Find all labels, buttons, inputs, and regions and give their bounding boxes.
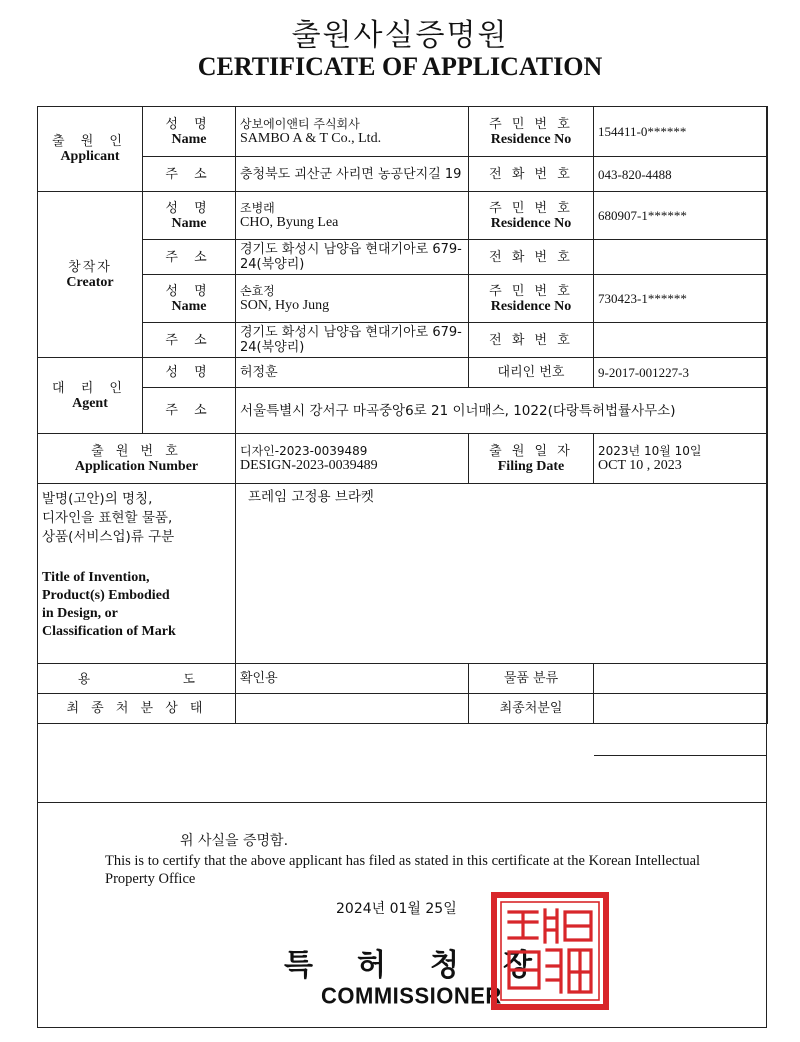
residence-label-kr: 주 민 번 호	[489, 116, 573, 132]
application-number-label-cell	[38, 434, 236, 484]
document-title-english: CERTIFICATE OF APPLICATION	[197, 52, 603, 81]
name-label-en: Name	[171, 131, 207, 147]
agent-address: 서울특별시 강서구 마곡중앙6로 21 이너매스, 1022(다랑특허법률사무소)	[236, 388, 768, 434]
filing-date-kr: 2023년 10월 10일	[598, 444, 702, 458]
agent-row-name	[38, 358, 768, 388]
blank-area-rule	[594, 755, 767, 756]
usage-label-2: 도	[182, 670, 195, 686]
residence-label-cell	[469, 107, 594, 157]
office-title-en: COMMISSIONER	[321, 982, 502, 1009]
certification-date: 2024년 01월 25일	[336, 901, 457, 917]
agent-name: 허정훈	[236, 358, 469, 388]
phone-label: 전 화 번 호	[469, 240, 594, 275]
residence-label-kr: 주 민 번 호	[489, 200, 573, 216]
creator-1-phone	[594, 240, 768, 275]
applicant-phone: 043-820-4488	[594, 157, 768, 192]
usage-value: 확인용	[236, 664, 469, 694]
certification-statement-en: This is to certify that the above applicant has filed as stated in this certificate at the Korean Intellectual Property Office	[105, 853, 701, 887]
filing-date-cell	[594, 434, 768, 484]
address-label: 주 소	[143, 240, 236, 275]
certification-divider	[37, 802, 767, 803]
final-status-row	[38, 694, 768, 724]
creator-1-name-en: CHO, Byung Lea	[240, 215, 339, 230]
creator-label-kr: 창작자	[68, 259, 112, 275]
title-label-en-4: Classification of Mark	[42, 624, 176, 639]
final-date-label: 최종처분일	[469, 694, 594, 724]
agent-label-cell	[38, 358, 143, 434]
residence-label-kr: 주 민 번 호	[489, 283, 573, 299]
title-of-invention-row	[38, 484, 768, 664]
residence-label-en: Residence No	[490, 298, 572, 314]
document-title-korean: 출원사실증명원	[291, 18, 509, 53]
name-label-en: Name	[171, 298, 207, 314]
creator-2-address: 경기도 화성시 남양읍 현대기아로 679-24(북양리)	[236, 323, 469, 358]
usage-label-1: 용	[78, 670, 91, 686]
creator-2-phone	[594, 323, 768, 358]
address-label: 주 소	[143, 388, 236, 434]
application-number-row	[38, 434, 768, 484]
name-label-cell	[143, 192, 236, 240]
final-status-value	[236, 694, 469, 724]
creator-1-name-cell	[236, 192, 469, 240]
agent-label-kr: 대 리 인	[52, 380, 128, 396]
application-number-en: DESIGN-2023-0039489	[240, 458, 378, 473]
phone-label: 전 화 번 호	[469, 157, 594, 192]
classification-label: 물품 분류	[469, 664, 594, 694]
applicant-name-cell	[236, 107, 469, 157]
title-of-invention-value: 프레임 고정용 브라켓	[236, 484, 768, 664]
title-label-en-3: in Design, or	[42, 606, 118, 621]
applicant-name-en: SAMBO A & T Co., Ltd.	[240, 131, 382, 146]
creator-1-name-kr: 조병래	[240, 201, 275, 215]
name-label-kr: 성 명	[165, 116, 213, 132]
creator-2-residence-no: 730423-1******	[594, 275, 768, 323]
applicant-residence-no: 154411-0******	[594, 107, 768, 157]
name-label-en: Name	[171, 215, 207, 231]
final-date-value	[594, 694, 768, 724]
applicant-label-en: Applicant	[60, 149, 120, 164]
address-label: 주 소	[143, 323, 236, 358]
application-number-cell	[236, 434, 469, 484]
filing-date-label-kr: 출 원 일 자	[489, 443, 573, 459]
certification-statement-kr: 위 사실을 증명함.	[180, 833, 289, 849]
creator-2-name-kr: 손효정	[240, 284, 275, 298]
filing-date-en: OCT 10 , 2023	[598, 458, 682, 473]
residence-label-en: Residence No	[490, 131, 572, 147]
filing-date-label-cell	[469, 434, 594, 484]
official-seal-icon	[491, 892, 609, 1010]
title-label-en-1: Title of Invention,	[42, 570, 150, 585]
name-label-kr: 성 명	[165, 283, 213, 299]
name-label-kr: 성 명	[143, 358, 236, 388]
creator-1-residence-no: 680907-1******	[594, 192, 768, 240]
applicant-row-address	[38, 157, 768, 192]
applicant-row-name	[38, 107, 768, 157]
title-label-kr-2: 디자인을 표현할 물품,	[42, 510, 173, 526]
creator-1-address: 경기도 화성시 남양읍 현대기아로 679-24(북양리)	[236, 240, 469, 275]
creator-label-en: Creator	[66, 274, 114, 290]
creator-1-row-name	[38, 192, 768, 240]
creator-2-name-cell	[236, 275, 469, 323]
creator-1-row-address	[38, 240, 768, 275]
name-label-cell	[143, 107, 236, 157]
usage-label-cell	[38, 664, 236, 694]
agent-row-address	[38, 388, 768, 434]
title-label-en-2: Product(s) Embodied	[42, 588, 170, 603]
name-label-kr: 성 명	[165, 200, 213, 216]
phone-label: 전 화 번 호	[469, 323, 594, 358]
residence-label-en: Residence No	[490, 215, 572, 231]
usage-row	[38, 664, 768, 694]
application-number-label-kr: 출 원 번 호	[91, 443, 182, 459]
creator-2-name-en: SON, Hyo Jung	[240, 298, 330, 313]
applicant-name-kr: 상보에이앤티 주식회사	[240, 117, 360, 131]
agent-label-en: Agent	[72, 395, 108, 411]
creator-2-row-address	[38, 323, 768, 358]
applicant-label-kr: 출 원 인	[52, 134, 128, 149]
title-label-kr-3: 상품(서비스업)류 구분	[42, 529, 175, 545]
title-label-kr-1: 발명(고안)의 명칭,	[42, 491, 153, 507]
application-number-kr: 디자인-2023-0039489	[240, 444, 368, 458]
applicant-address: 충청북도 괴산군 사리면 농공단지길 19	[236, 157, 469, 192]
title-of-invention-label-cell	[38, 484, 236, 664]
name-label-cell	[143, 275, 236, 323]
address-label: 주 소	[143, 157, 236, 192]
agent-number: 9-2017-001227-3	[594, 358, 768, 388]
classification-value	[594, 664, 768, 694]
agent-no-label: 대리인 번호	[469, 358, 594, 388]
residence-label-cell	[469, 275, 594, 323]
applicant-label-cell	[38, 107, 143, 192]
filing-date-label-en: Filing Date	[497, 458, 565, 474]
final-status-label: 최 종 처 분 상 태	[38, 694, 236, 724]
application-number-label-en: Application Number	[74, 458, 199, 474]
creator-2-row-name	[38, 275, 768, 323]
residence-label-cell	[469, 192, 594, 240]
certificate-table	[37, 106, 768, 724]
creator-label-cell	[38, 192, 143, 358]
office-title-kr: 특허청장	[284, 948, 576, 983]
